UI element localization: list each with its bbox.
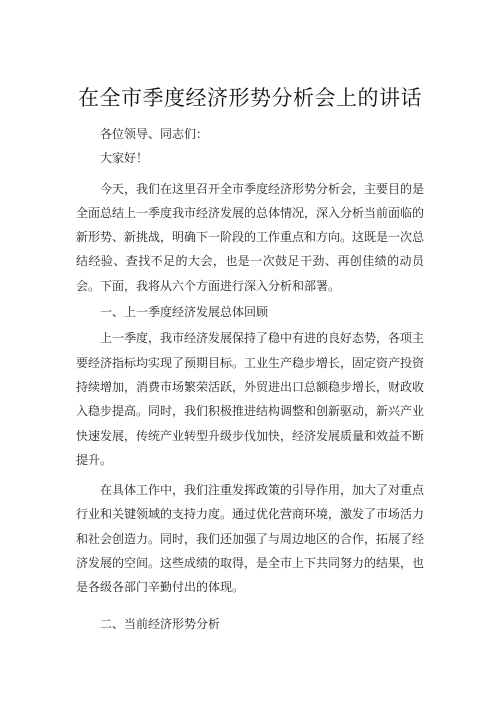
document-title: 在全市季度经济形势分析会上的讲话 (78, 86, 422, 110)
salutation: 各位领导、同志们： (100, 127, 209, 141)
paragraph-work: 在具体工作中，我们注重发挥政策的引导作用，加大了对重点行业和关键领域的支持力度。通过优化营商环境，激发了市场活力和社会创造力。同时，我们还加强了与周边地区的合作，拓展了经济发展的空间。这些成绩的取得，是全市上下共同努力的结果，也是各级各部门辛勤付出的体现。 (76, 483, 425, 595)
section-heading-2: 二、当前经济形势分析 (100, 616, 221, 631)
greeting: 大家好！ (100, 151, 149, 166)
paragraph-opening: 今天，我们在这里召开全市季度经济形势分析会，主要目的是全面总结上一季度我市经济发展的总体情况，深入分析当前面临的新形势、新挑战，明确下一阶段的工作重点和方向。这既是一次总结经验、查找不足的大会，也是一次鼓足干劲、再创佳绩的动员会。下面，我将从六个方面进行深入分析和部署。 (76, 181, 425, 293)
document-body (76, 122, 424, 636)
paragraph-review: 上一季度，我市经济发展保持了稳中有进的良好态势，各项主要经济指标均实现了预期目标。工业生产稳步增长，固定资产投资持续增加，消费市场繁荣活跃，外贸进出口总额稳步增长，财政收入稳步提高。同时，我们积极推进结构调整和创新驱动，新兴产业快速发展，传统产业转型升级步伐加快，经济发展质量和效益不断提升。 (76, 331, 425, 467)
section-heading-1: 一、上一季度经济发展总体回顾 (100, 305, 269, 320)
